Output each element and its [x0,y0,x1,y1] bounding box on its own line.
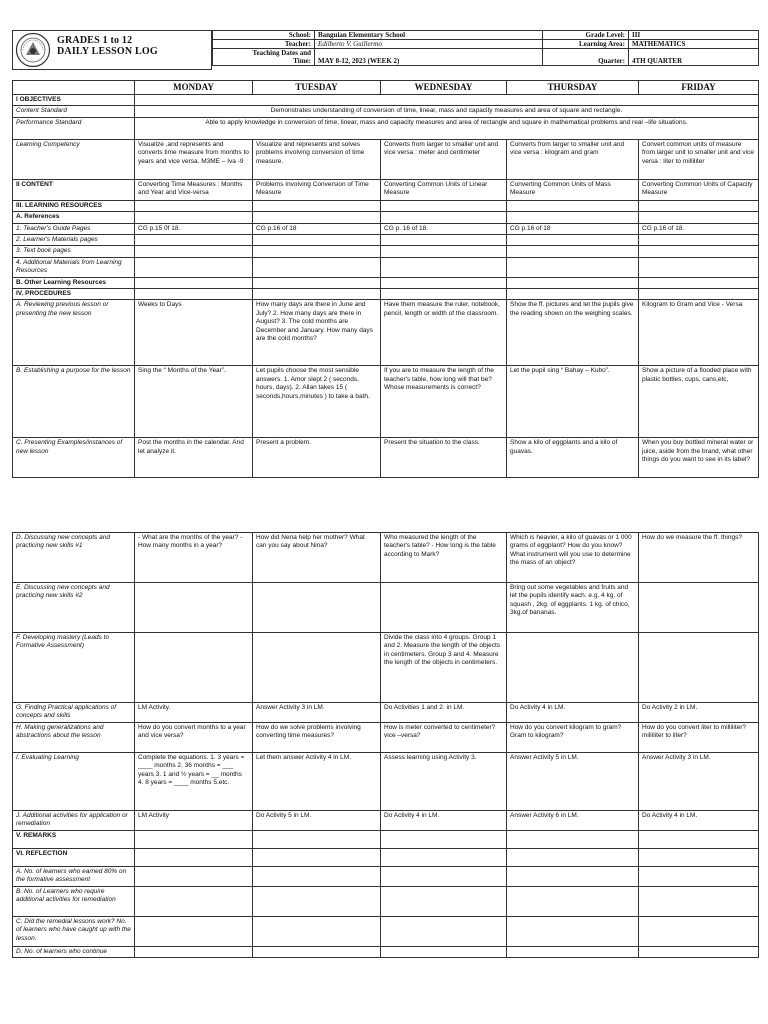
tg-fri: CG p.16 of 18. [639,223,759,234]
proc-j-thu: Answer Activity 6 in LM. [507,810,639,830]
dates-label [213,49,315,66]
textbook-label: 3. Text book pages [13,246,135,257]
other-resources-heading: B. Other Learning Resources [13,277,135,288]
proc-c-thu: Show a kilo of eggplants and a kilo of guavas. [507,438,639,478]
title-line-1: GRADES 1 to 12 [57,35,133,46]
proc-i-fri: Answer Activity 3 in LM. [639,752,759,810]
title-line-2: DAILY LESSON LOG [57,46,158,57]
proc-g-mon: LM Activity. [135,703,253,723]
proc-g-fri: Do Activity 2 in LM. [639,703,759,723]
proc-j-tue: Do Activity 5 in LM. [253,810,381,830]
proc-c-label: C. Presenting Examples/instances of new lesson [13,438,135,478]
dates-value: MAY 8-12, 2023 (WEEK 2) [315,49,543,66]
tg-label: 1. Teacher's Guide Pages [13,223,135,234]
proc-d-fri: How do we measure the ff. things? [639,533,759,583]
competency-label: Learning Competency [13,139,135,179]
proc-g-wed: Do Activities 1 and 2. in LM. [381,703,507,723]
teacher-value: Edilberto V. Guillermo [315,40,543,49]
day-header-row [13,81,759,95]
day-wednesday: WEDNESDAY [381,81,507,95]
resources-heading: III. LEARNING RESOURCES [13,200,135,211]
tg-tue: CG p.16 of 18 [253,223,381,234]
lesson-table-part1 [12,80,758,478]
proc-a-tue: How many days are there in June and July? 2. How many days are there in August? 3. The cold months are December and January. How many days are the cold months? [253,300,381,366]
procedures-heading: IV. PROCEDURES [13,289,135,300]
quarter-label: Quarter: [543,49,629,66]
reflection-d-label: D. No. of learners who continue [13,946,135,957]
reflection-c-label: C. Did the remedial lessons work? No. of learners who have caught up with the lesson. [13,916,135,946]
competency-fri: Convert common units of measure from larger unit to smaller unit and vice versa : liter to milliliter [639,139,759,179]
proc-a-fri: Kilogram to Gram and Vice - Versa [639,300,759,366]
proc-b-tue: Let pupils choose the most sensible answers. 1. Amor slept 2 ( seconds, hours, days). 2. Allan takes 15 ( seconds,hours,minutes ) to take a bath. [253,366,381,438]
content-mon: Converting Time Measures : Months and Year and Vice-versa [135,179,253,200]
school-value: Banguian Elementary School [315,31,543,40]
teacher-label: Teacher: [213,40,315,49]
proc-g-tue: Answer Activity 3 in LM. [253,703,381,723]
proc-d-tue: How did Nena help her mother? What can you say about Nina? [253,533,381,583]
proc-a-mon: Weeks to Days [135,300,253,366]
remarks-heading: V. REMARKS [13,830,135,848]
proc-b-thu: Let the pupil sing “ Bahay – Kubo”. [507,366,639,438]
proc-b-wed: If you are to measure the length of the teacher's table, how long will that be? Whose measurements is correct? [381,366,507,438]
proc-i-wed: Assess learning using Activity 3. [381,752,507,810]
proc-j-fri: Do Activity 4 in LM. [639,810,759,830]
proc-c-tue: Present a problem. [253,438,381,478]
proc-j-label: J. Additional activities for application or remediation [13,810,135,830]
proc-c-fri: When you buy bottled mineral water or juice, aside from the brand, what other things do you want to see in its label? [639,438,759,478]
proc-h-wed: How is meter converted to centimeter?vice –versa? [381,722,507,752]
proc-b-fri: Show a picture of a flooded place with plastic bottles, cups, cans,etc, [639,366,759,438]
proc-f-wed: Divide the class into 4 groups. Group 1 and 2. Measure the length of the objects in centimeters. Group 3 and 4. Measure the length of the objects in centimeters. [381,633,507,703]
content-tue: Problems Involving Conversion of Time Measure [253,179,381,200]
tg-wed: CG p. 16 of 18. [381,223,507,234]
area-label: Learning Area: [543,40,629,49]
grade-label: Grade Level: [543,31,629,40]
day-friday: FRIDAY [639,81,759,95]
content-standard-label: Content Standard [13,106,135,117]
competency-wed: Converts from larger to smaller unit and vice versa : meter and centimeter [381,139,507,179]
proc-a-label: A. Reviewing previous lesson or presenting the new lesson [13,300,135,366]
proc-h-mon: How do you convert months to a year and vice versa? [135,722,253,752]
proc-g-label: G. Finding Practical applications of concepts and skills [13,703,135,723]
proc-j-wed: Do Activity 4 in LM. [381,810,507,830]
lesson-table-part2 [12,532,758,958]
proc-d-label: D. Discussing new concepts and practicing new skills #1 [13,533,135,583]
tg-mon: CG p.15 0f 18. [135,223,253,234]
additional-materials-label: 4. Additional Materials from Learning Resources [13,257,135,277]
proc-h-label: H. Making generalizations and abstractions about the lesson [13,722,135,752]
proc-i-mon: Complete the equations. 1. 3 years = ____ months 2. 36 months = ___ years 3. 1 and ½ years = __ months 4. 8 years = ____ months 5.etc. [135,752,253,810]
proc-d-thu: Which is heavier, a kilo of guavas or 1 000 grams of eggplant? How do you know? What instrument will you use to determine the mass of an object? [507,533,639,583]
proc-i-thu: Answer Activity 5 in LM. [507,752,639,810]
reflection-a-label: A. No. of learners who earned 80% on the formative assessment [13,866,135,886]
proc-g-thu: Do Activity 4 in LM. [507,703,639,723]
header-info-table [212,30,759,66]
performance-standard-text: Able to apply knowledge in conversion of time, linear, mass and capacity measures and area of rectangle and square in mathematical problems and real –life situations. [135,117,759,139]
proc-h-fri: How do you convert liter to milliliter?milliliter to liter? [639,722,759,752]
proc-f-label: F. Developing mastery (Leads to Formative Assessment) [13,633,135,703]
proc-a-wed: Have them measure the ruler, notebook, pencil, length or width of the classroom. [381,300,507,366]
day-monday: MONDAY [135,81,253,95]
proc-i-tue: Let them answer Activity 4 in LM. [253,752,381,810]
proc-c-mon: Post the months in the calendar. And let analyze it. [135,438,253,478]
competency-mon: Visualize ,and represents and converts time measure from months to years and vice versa. M3ME – Iva -9 [135,139,253,179]
tg-thu: CG p.16 of 18 [507,223,639,234]
content-wed: Converting Common Units of Linear Measure [381,179,507,200]
proc-h-tue: How do we solve problems involving converting time measures? [253,722,381,752]
area-value: MATHEMATICS [629,40,759,49]
deped-seal-icon [15,32,51,68]
proc-e-thu: Bring out some vegetables and fruits and let the pupils identify each. e.g. 4 kg. of squash , 2kg. of eggplants. 1 kg. of chico, 3kg.of bananas. [507,583,639,633]
proc-b-label: B. Establishing a purpose for the lesson [13,366,135,438]
day-tuesday: TUESDAY [253,81,381,95]
proc-a-thu: Show the ff. pictures and let the pupils give the reading shown on the weighing scales. [507,300,639,366]
grade-value: III [629,31,759,40]
proc-i-label: I. Evaluating Learning [13,752,135,810]
content-standard-text: Demonstrates understanding of conversion of time, linear, mass and capacity measures and area of square and rectangle. [135,106,759,117]
reflection-heading: VI. REFLECTION [13,848,135,866]
content-heading: II CONTENT [13,179,135,200]
blank-header [13,81,135,95]
competency-thu: Converts from larger to smaller unit and vice versa : kilogram and gram [507,139,639,179]
dates-label-line1: Teaching Dates and [252,49,311,57]
quarter-value: 4TH QUARTER [629,49,759,66]
lm-label: 2. Learner's Materials pages [13,235,135,246]
objectives-heading: I OBJECTIVES [13,95,135,106]
dates-label-line2: Time: [293,57,311,65]
deped-logo-area [12,30,212,70]
competency-tue: Visualize and represents and solves problems involving conversion of time measure. [253,139,381,179]
content-thu: Converting Common Units of Mass Measure [507,179,639,200]
school-label: School: [213,31,315,40]
proc-j-mon: LM Activity [135,810,253,830]
proc-d-mon: - What are the months of the year? - How many months in a year? [135,533,253,583]
proc-h-thu: How do you convert kilogram to gram? Gram to kilogram? [507,722,639,752]
day-thursday: THURSDAY [507,81,639,95]
proc-e-label: E. Discussing new concepts and practicing new skills #2 [13,583,135,633]
content-fri: Converting Common Units of Capacity Measure [639,179,759,200]
reflection-b-label: B. No. of Learners who require additional activities for remediation [13,886,135,916]
performance-standard-label: Performance Standard [13,117,135,139]
header-block [12,30,758,74]
references-heading: A. References [13,212,135,223]
proc-b-mon: Sing the “ Months of the Year”. [135,366,253,438]
proc-d-wed: Who measured the length of the teacher's table? - How long is the table according to Mark? [381,533,507,583]
proc-c-wed: Present the situation to the class. [381,438,507,478]
